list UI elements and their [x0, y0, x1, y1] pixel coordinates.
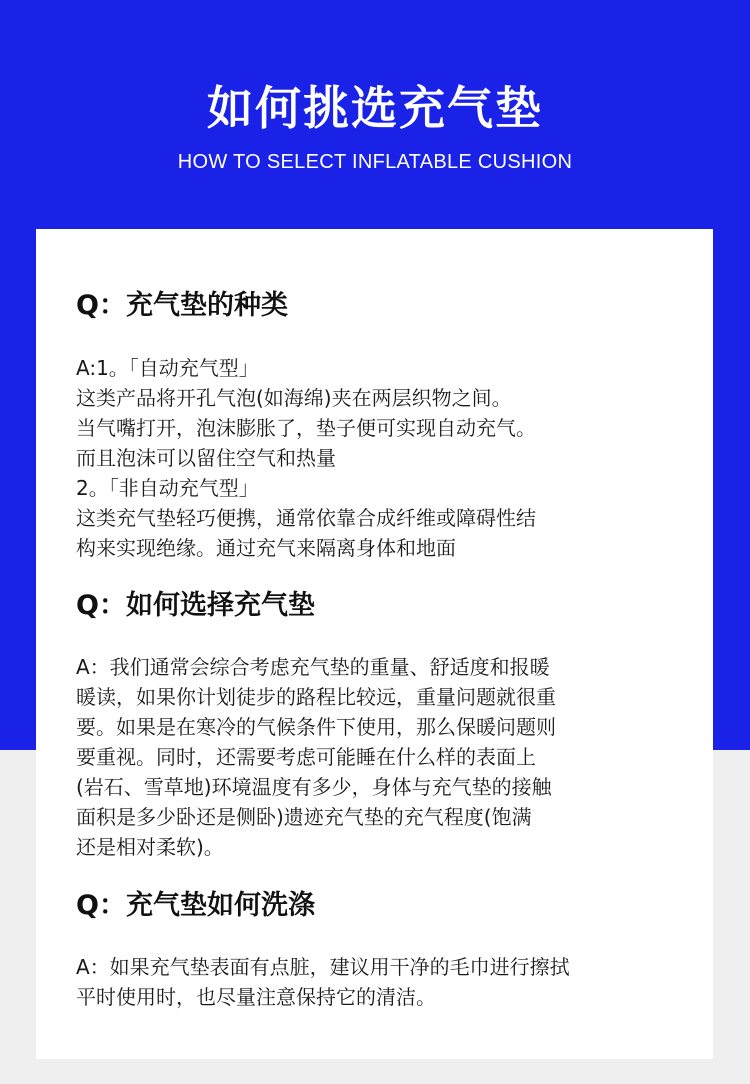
answer-line: 暖读，如果你计划徒步的路程比较远，重量问题就很重	[76, 685, 556, 709]
answer-line: A:1。「自动充气型」	[76, 356, 259, 380]
answer-line: 还是相对柔软)。	[76, 835, 224, 859]
answer-line: 构来实现绝缘。通过充气来隔离身体和地面	[76, 536, 456, 560]
faq-card	[36, 229, 713, 1059]
faq-answer	[76, 652, 676, 862]
answer-line: 要。如果是在寒冷的气候条件下使用，那么保暖问题则	[76, 715, 556, 739]
answer-line: 要重视。同时，还需要考虑可能睡在什么样的表面上	[76, 745, 536, 769]
answer-line: A：我们通常会综合考虑充气垫的重量、舒适度和报暖	[76, 655, 550, 679]
faq-answer	[76, 353, 676, 563]
answer-line: 面积是多少卧还是侧卧)遗迹充气垫的充气程度(饱满	[76, 805, 532, 829]
answer-line: 这类充气垫轻巧便携，通常依靠合成纤维或障碍性结	[76, 506, 536, 530]
faq-section-types	[76, 288, 676, 563]
page-title: 如何挑选充气垫	[207, 81, 543, 135]
faq-question: Q：如何选择充气垫	[76, 590, 315, 621]
faq-question: Q：充气垫的种类	[76, 290, 288, 321]
faq-question: Q：充气垫如何洗涤	[76, 890, 315, 921]
answer-line: A：如果充气垫表面有点脏，建议用干净的毛巾进行擦拭	[76, 955, 570, 979]
answer-line: 当气嘴打开，泡沫膨胀了，垫子便可实现自动充气。	[76, 416, 536, 440]
faq-section-how-to-choose	[76, 588, 676, 862]
page-subtitle: HOW TO SELECT INFLATABLE CUSHION	[177, 151, 573, 173]
faq-section-washing	[76, 888, 676, 1012]
answer-line: (岩石、雪草地)环境温度有多少，身体与充气垫的接触	[76, 775, 552, 799]
faq-answer	[76, 952, 676, 1012]
answer-line: 2。「非自动充气型」	[76, 476, 259, 500]
answer-line: 平时使用时，也尽量注意保持它的清洁。	[76, 985, 436, 1009]
answer-line: 而且泡沫可以留住空气和热量	[76, 446, 336, 470]
answer-line: 这类产品将开孔气泡(如海绵)夹在两层织物之间。	[76, 386, 512, 410]
